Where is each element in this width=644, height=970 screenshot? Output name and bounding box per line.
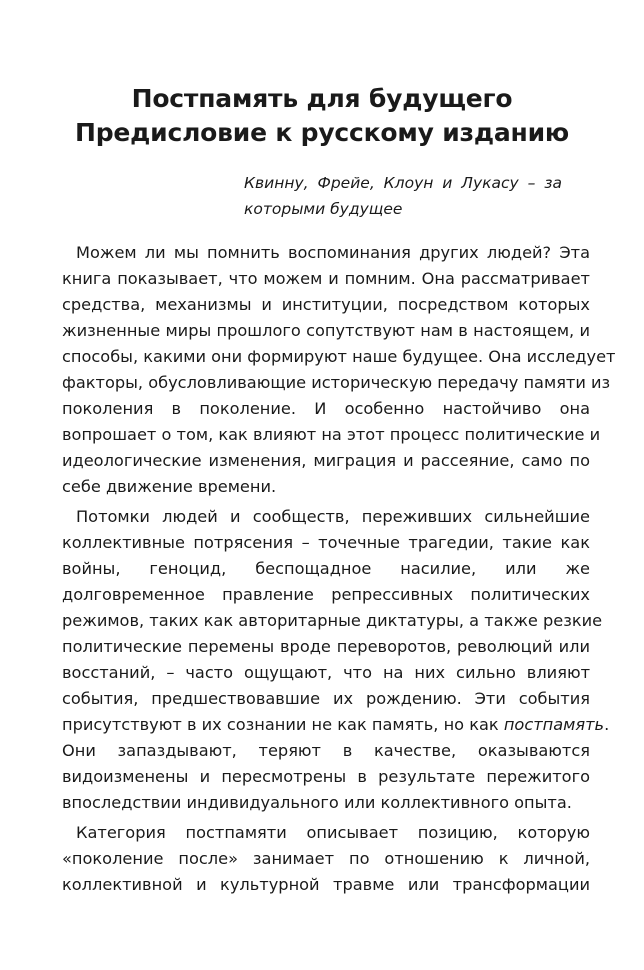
text-line: коллективные потрясения – точечные трагедии, такие как xyxy=(62,533,590,552)
text-line: долговременное правление репрессивных политических xyxy=(62,585,590,604)
text-line: Можем ли мы помнить воспоминания других людей? Эта xyxy=(76,243,590,262)
text-line: события, предшествовавшие их рождению. Эти события xyxy=(62,689,590,708)
text-line: жизненные миры прошлого сопутствуют нам в настоящем, и xyxy=(62,321,590,340)
text-line: факторы, обусловливающие историческую передачу памяти из xyxy=(62,373,611,392)
text-line: Они запаздывают, теряют в качестве, оказываются xyxy=(62,741,590,760)
text-segment: . xyxy=(604,715,610,734)
emphasis-term: постпамять xyxy=(503,715,605,734)
text-line: идеологические изменения, миграция и рассеяние, само по xyxy=(62,451,590,470)
text-line: вопрошает о том, как влияют на этот процесс политические и xyxy=(62,425,601,444)
text-segment: присутствуют в их сознании не как память, но как xyxy=(62,715,504,734)
text-line: видоизменены и пересмотрены в результате пережитого xyxy=(62,767,590,786)
text-line: Категория постпамяти описывает позицию, которую xyxy=(76,823,590,842)
chapter-title: Постпамять для будущего xyxy=(131,84,513,113)
text-line: Потомки людей и сообществ, переживших сильнейшие xyxy=(76,507,590,526)
epigraph-line: Квинну, Фрейе, Клоун и Лукасу – за xyxy=(244,174,562,192)
epigraph-line: которыми будущее xyxy=(244,200,403,218)
text-line: впоследствии индивидуального или коллективного опыта. xyxy=(62,793,572,812)
text-line: режимов, таких как авторитарные диктатуры, а также резкие xyxy=(62,611,603,630)
text-line: книга показывает, что можем и помним. Она рассматривает xyxy=(62,269,590,288)
text-line: политические перемены вроде переворотов, революций или xyxy=(62,637,590,656)
chapter-subtitle: Предисловие к русскому изданию xyxy=(74,118,570,147)
epigraph xyxy=(244,170,562,222)
text-line: войны, геноцид, беспощадное насилие, или же xyxy=(62,559,590,578)
text-line xyxy=(62,712,610,738)
text-line: средства, механизмы и институции, посредством которых xyxy=(62,295,590,314)
text-line: восстаний, – часто ощущают, что на них сильно влияют xyxy=(62,663,590,682)
text-line: себе движение времени. xyxy=(62,477,277,496)
text-line: коллективной и культурной травме или трансформации xyxy=(62,875,590,894)
text-line: способы, какими они формируют наше будущее. Она исследует xyxy=(62,347,616,366)
text-line: поколения в поколение. И особенно настойчиво она xyxy=(62,399,590,418)
text-line: «поколение после» занимает по отношению к личной, xyxy=(62,849,590,868)
